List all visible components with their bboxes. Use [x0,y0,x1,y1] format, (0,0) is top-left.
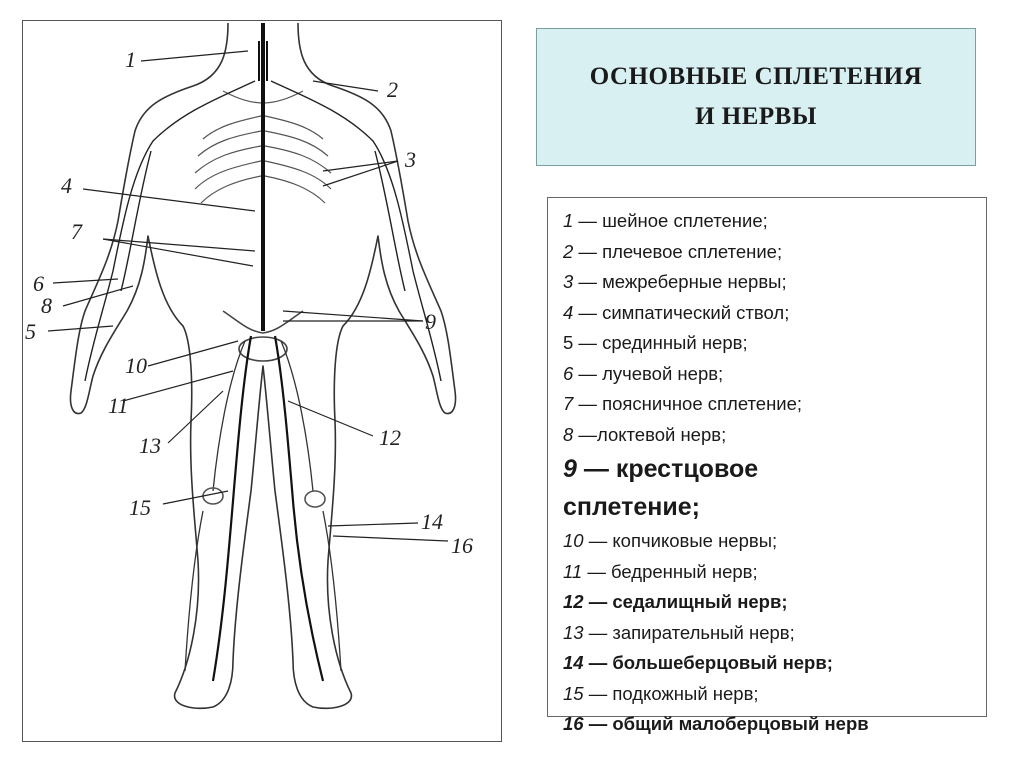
title-line-1: ОСНОВНЫЕ СПЛЕТЕНИЯ [589,63,923,90]
legend-item-4: 4 — симпатический ствол; [563,301,790,323]
legend-item-13: 13 — запирательный нерв; [563,621,795,643]
legend-item-6: 6 — лучевой нерв; [563,362,724,384]
label-9: 9 [425,309,436,334]
legend-item-3: 3 — межреберные нервы; [563,271,787,292]
legend-item-9: 9 — крестцовое сплетение; [563,455,759,521]
legend-item-5: 5 — срединный нерв; [563,332,748,353]
legend-item-2: 2 — плечевое сплетение; [563,240,783,262]
nervous-system-figure [22,20,502,742]
label-10: 10 [125,353,147,378]
page-title [590,57,922,137]
label-12: 12 [379,425,401,450]
label-14: 14 [421,509,443,534]
legend-item-16: 16 — общий малоберцовый нерв [563,713,869,734]
legend-item-15: 15 — подкожный нерв; [563,682,759,704]
legend-item-7: 7 — поясничное сплетение; [563,393,803,414]
label-6: 6 [33,271,44,296]
legend-list [563,206,1003,740]
legend-item-8: 8 —локтевой нерв; [563,423,727,445]
label-13: 13 [139,433,161,458]
label-11: 11 [108,393,129,418]
legend-item-1: 1 — шейное сплетение; [563,210,768,231]
legend-item-10: 10 — копчиковые нервы; [563,530,778,551]
title-box [536,28,976,166]
legend-item-11: 11 — бедренный нерв; [563,560,758,582]
title-line-2: И НЕРВЫ [695,103,817,130]
legend-item-12: 12 — седалищный нерв; [563,591,788,612]
label-15: 15 [129,495,151,520]
label-1: 1 [125,47,136,72]
body-illustration [23,21,503,743]
label-3: 3 [405,147,416,172]
legend-item-14: 14 — большеберцовый нерв; [563,652,833,673]
label-7: 7 [71,219,82,244]
label-5: 5 [25,319,36,344]
label-4: 4 [61,173,72,198]
label-16: 16 [451,533,473,558]
label-8: 8 [41,293,52,318]
label-2: 2 [387,77,398,102]
